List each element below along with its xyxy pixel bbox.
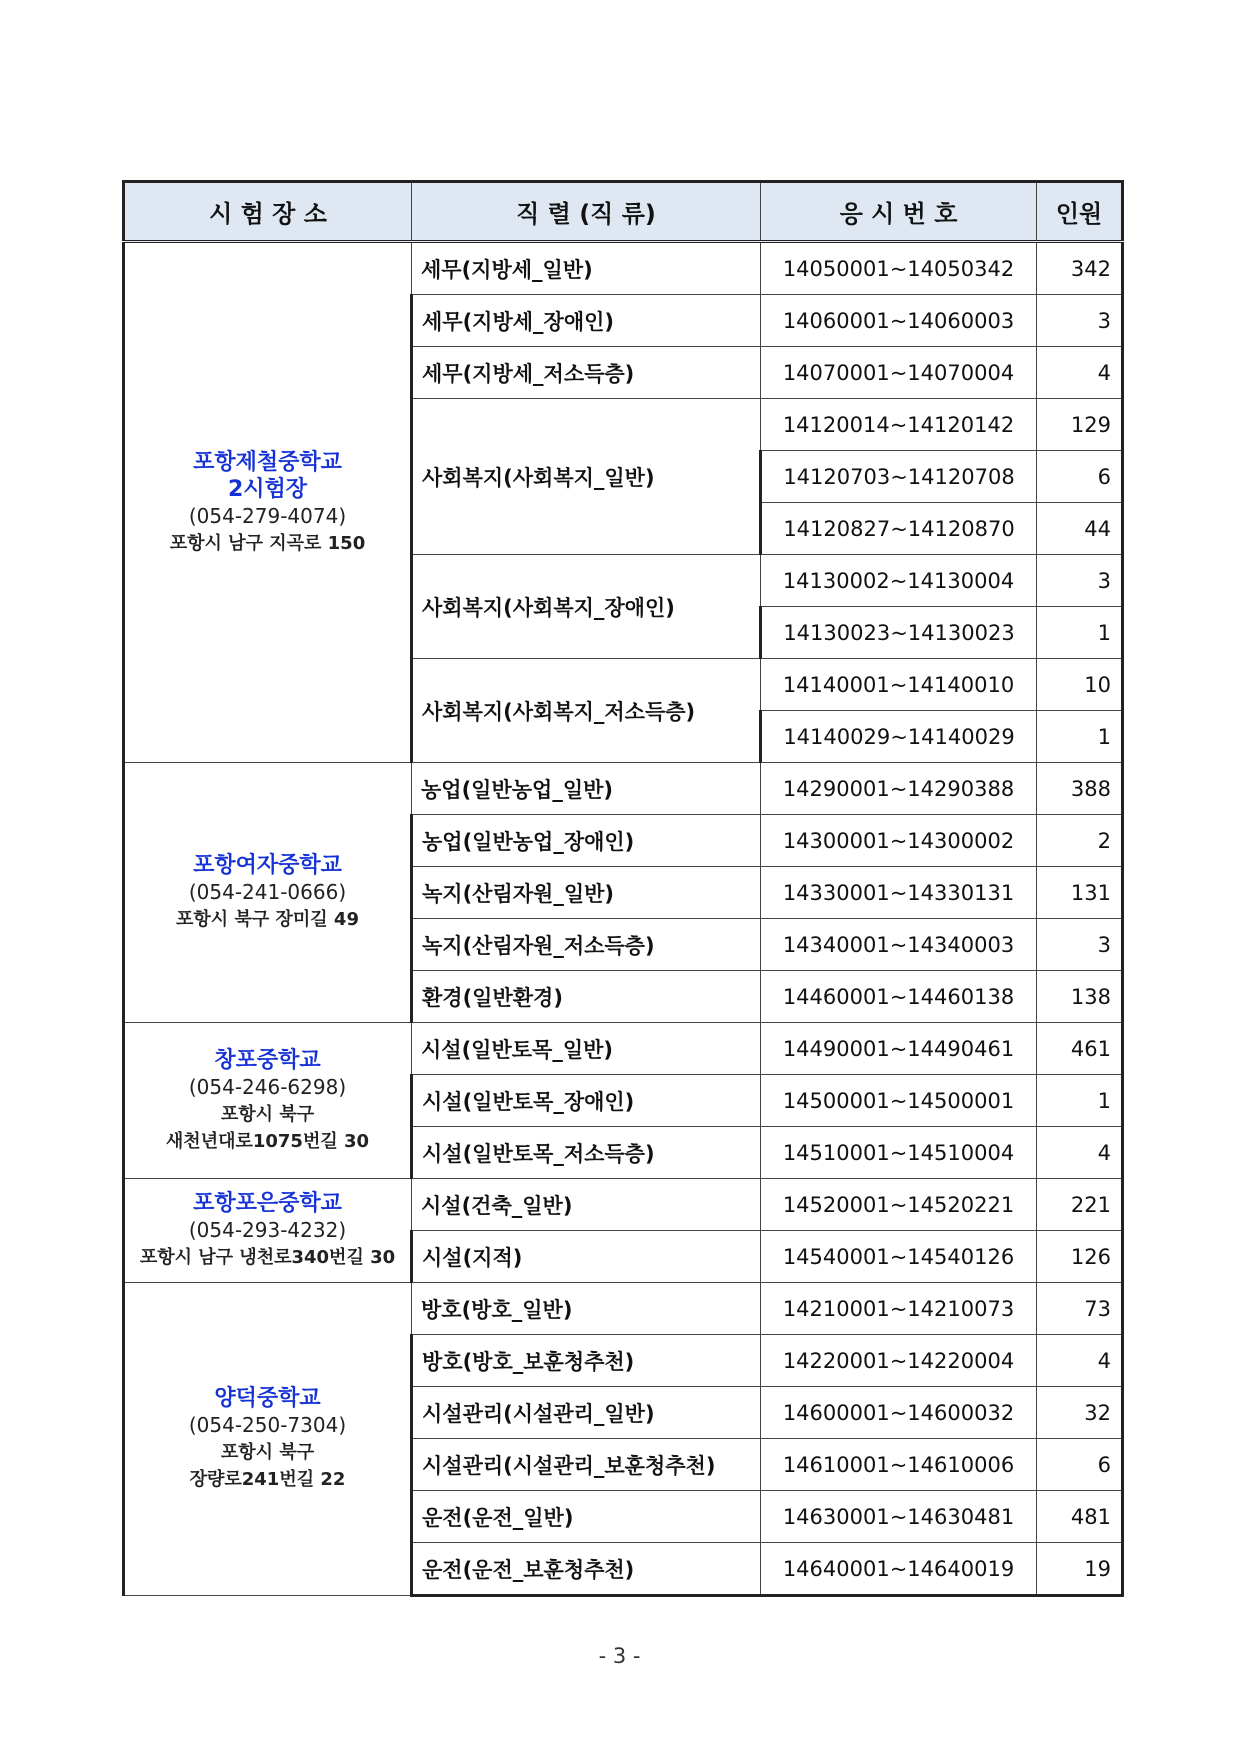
table-row <box>124 242 1123 295</box>
venue-phone: (054-279-4074) <box>188 503 347 528</box>
exam-number-range: 14050001~14050342 <box>761 242 1037 295</box>
exam-venue-table <box>122 180 1124 1597</box>
venue-name: 창포중학교 <box>214 1047 321 1073</box>
category-cell: 시설(일반토목_장애인) <box>412 1075 761 1127</box>
exam-number-range: 14490001~14490461 <box>761 1023 1037 1075</box>
applicant-count: 342 <box>1037 242 1123 295</box>
category-cell: 방호(방호_보훈청추천) <box>412 1335 761 1387</box>
venue-cell <box>124 1179 412 1283</box>
category-cell: 세무(지방세_저소득층) <box>412 347 761 399</box>
venue-address: 포항시 남구 냉천로340번길 30 <box>139 1247 396 1268</box>
exam-number-range: 14290001~14290388 <box>761 763 1037 815</box>
applicant-count: 3 <box>1037 919 1123 971</box>
exam-number-range: 14070001~14070004 <box>761 347 1037 399</box>
applicant-count: 44 <box>1037 503 1123 555</box>
category-cell: 운전(운전_보훈청추천) <box>412 1543 761 1596</box>
applicant-count: 4 <box>1037 347 1123 399</box>
applicant-count: 2 <box>1037 815 1123 867</box>
venue-address: 포항시 남구 지곡로 150 <box>169 532 366 554</box>
category-cell: 녹지(산림자원_일반) <box>412 867 761 919</box>
applicant-count: 32 <box>1037 1387 1123 1439</box>
header-venue: 시 험 장 소 <box>124 182 412 242</box>
category-cell: 시설관리(시설관리_일반) <box>412 1387 761 1439</box>
category-cell: 농업(일반농업_장애인) <box>412 815 761 867</box>
applicant-count: 481 <box>1037 1491 1123 1543</box>
exam-number-range: 14120703~14120708 <box>761 451 1037 503</box>
exam-number-range: 14540001~14540126 <box>761 1231 1037 1283</box>
exam-number-range: 14120014~14120142 <box>761 399 1037 451</box>
applicant-count: 4 <box>1037 1127 1123 1179</box>
venue-cell <box>124 1283 412 1596</box>
exam-number-range: 14140029~14140029 <box>761 711 1037 763</box>
exam-number-range: 14130002~14130004 <box>761 555 1037 607</box>
venue-address: 포항시 북구 장미길 49 <box>176 909 359 930</box>
table-row <box>124 1023 1123 1075</box>
category-cell: 사회복지(사회복지_일반) <box>412 399 761 555</box>
venue-name: 포항제철중학교 <box>193 449 342 475</box>
venue-name: 양덕중학교 <box>214 1386 321 1411</box>
exam-number-range: 14600001~14600032 <box>761 1387 1037 1439</box>
category-cell: 시설(일반토목_저소득층) <box>412 1127 761 1179</box>
venue-name: 포항여자중학교 <box>193 853 342 878</box>
venue-cell <box>124 763 412 1023</box>
page-number: - 3 - <box>598 1644 641 1668</box>
applicant-count: 1 <box>1037 607 1123 659</box>
venue-cell <box>124 1023 412 1179</box>
category-cell: 세무(지방세_장애인) <box>412 295 761 347</box>
table-body <box>124 242 1123 1596</box>
exam-number-range: 14330001~14330131 <box>761 867 1037 919</box>
applicant-count: 6 <box>1037 451 1123 503</box>
exam-number-range: 14610001~14610006 <box>761 1439 1037 1491</box>
applicant-count: 1 <box>1037 711 1123 763</box>
exam-number-range: 14640001~14640019 <box>761 1543 1037 1596</box>
venue-phone: (054-246-6298) <box>188 1074 347 1099</box>
applicant-count: 4 <box>1037 1335 1123 1387</box>
applicant-count: 138 <box>1037 971 1123 1023</box>
exam-number-range: 14510001~14510004 <box>761 1127 1037 1179</box>
table-header-row <box>124 182 1123 242</box>
applicant-count: 3 <box>1037 555 1123 607</box>
exam-number-range: 14500001~14500001 <box>761 1075 1037 1127</box>
category-cell: 농업(일반농업_일반) <box>412 763 761 815</box>
venue-phone: (054-250-7304) <box>188 1413 347 1437</box>
applicant-count: 6 <box>1037 1439 1123 1491</box>
venue-address: 포항시 북구 <box>220 1103 315 1125</box>
venue-address: 포항시 북구 <box>220 1442 315 1463</box>
category-cell: 시설(일반토목_일반) <box>412 1023 761 1075</box>
exam-number-range: 14060001~14060003 <box>761 295 1037 347</box>
applicant-count: 388 <box>1037 763 1123 815</box>
exam-number-range: 14520001~14520221 <box>761 1179 1037 1231</box>
applicant-count: 19 <box>1037 1543 1123 1596</box>
exam-number-range: 14300001~14300002 <box>761 815 1037 867</box>
category-cell: 세무(지방세_일반) <box>412 242 761 295</box>
header-exam-number: 응 시 번 호 <box>761 182 1037 242</box>
applicant-count: 129 <box>1037 399 1123 451</box>
category-cell: 시설(지적) <box>412 1231 761 1283</box>
table-row <box>124 763 1123 815</box>
applicant-count: 73 <box>1037 1283 1123 1335</box>
category-cell: 사회복지(사회복지_장애인) <box>412 555 761 659</box>
exam-number-range: 14220001~14220004 <box>761 1335 1037 1387</box>
table-row <box>124 1179 1123 1231</box>
venue-phone: (054-293-4232) <box>188 1218 347 1242</box>
applicant-count: 131 <box>1037 867 1123 919</box>
exam-number-range: 14210001~14210073 <box>761 1283 1037 1335</box>
category-cell: 운전(운전_일반) <box>412 1491 761 1543</box>
exam-number-range: 14130023~14130023 <box>761 607 1037 659</box>
applicant-count: 3 <box>1037 295 1123 347</box>
venue-cell <box>124 242 412 763</box>
category-cell: 시설(건축_일반) <box>412 1179 761 1231</box>
category-cell: 환경(일반환경) <box>412 971 761 1023</box>
applicant-count: 10 <box>1037 659 1123 711</box>
applicant-count: 1 <box>1037 1075 1123 1127</box>
category-cell: 녹지(산림자원_저소득층) <box>412 919 761 971</box>
applicant-count: 461 <box>1037 1023 1123 1075</box>
header-category: 직 렬 (직 류) <box>412 182 761 242</box>
category-cell: 사회복지(사회복지_저소득층) <box>412 659 761 763</box>
applicant-count: 126 <box>1037 1231 1123 1283</box>
venue-address: 장량로241번길 22 <box>189 1469 346 1490</box>
venue-address: 새천년대로1075번길 30 <box>165 1130 370 1152</box>
exam-number-range: 14140001~14140010 <box>761 659 1037 711</box>
applicant-count: 221 <box>1037 1179 1123 1231</box>
category-cell: 시설관리(시설관리_보훈청추천) <box>412 1439 761 1491</box>
category-cell: 방호(방호_일반) <box>412 1283 761 1335</box>
header-count: 인원 <box>1037 182 1123 242</box>
table-row <box>124 1283 1123 1335</box>
venue-phone: (054-241-0666) <box>188 880 347 904</box>
exam-number-range: 14460001~14460138 <box>761 971 1037 1023</box>
exam-number-range: 14340001~14340003 <box>761 919 1037 971</box>
exam-number-range: 14120827~14120870 <box>761 503 1037 555</box>
venue-name: 포항포은중학교 <box>193 1191 342 1216</box>
venue-name: 2시험장 <box>227 476 308 502</box>
exam-number-range: 14630001~14630481 <box>761 1491 1037 1543</box>
